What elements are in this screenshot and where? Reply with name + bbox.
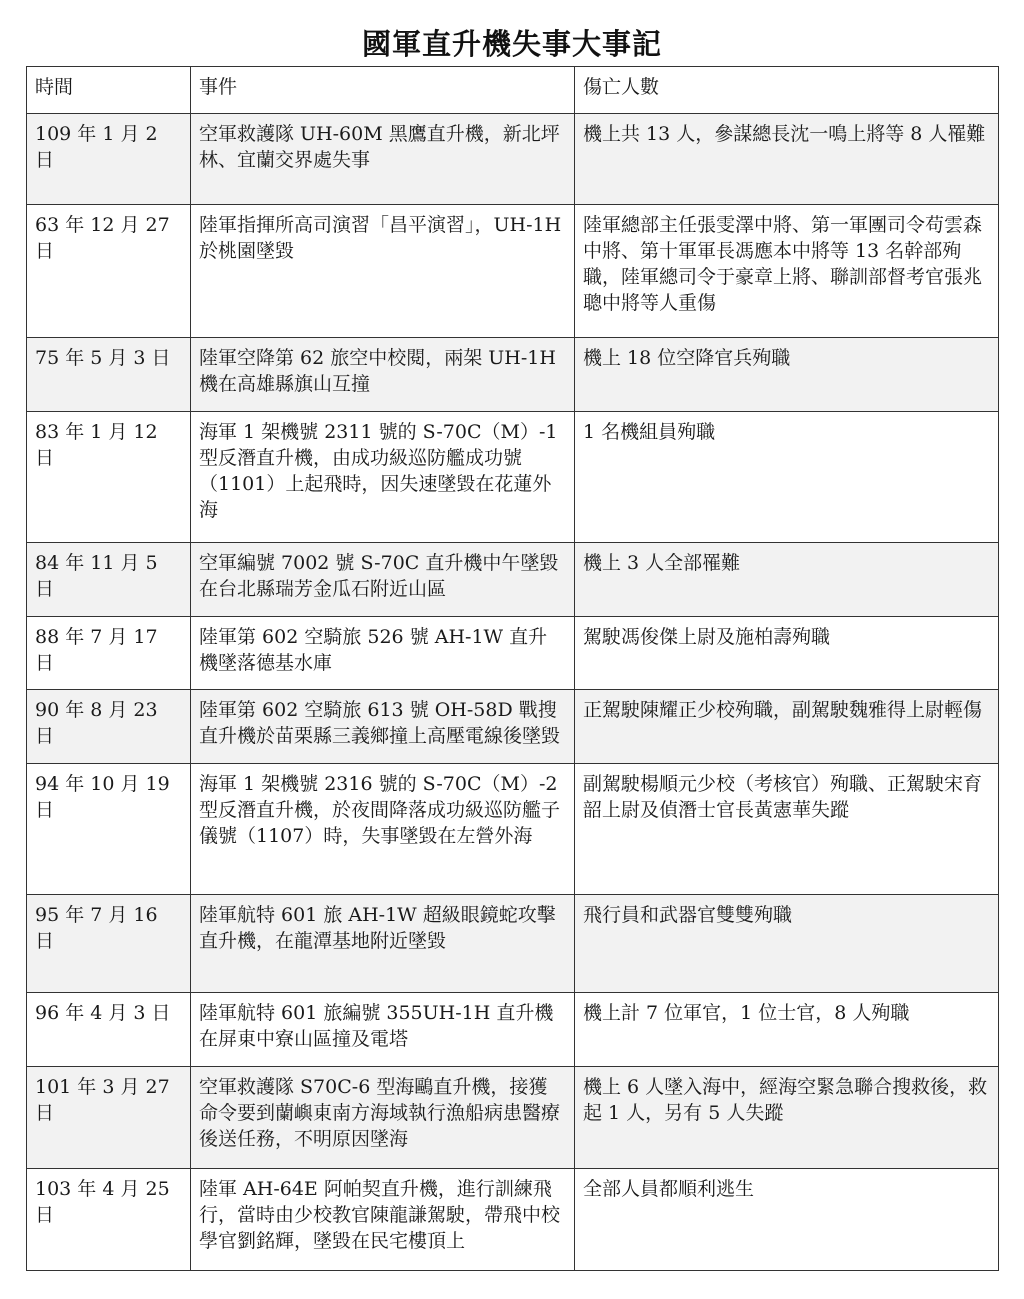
- table-header-row: [27, 67, 999, 114]
- cell-casualties: 正駕駛陳耀正少校殉職，副駕駛魏雅得上尉輕傷: [575, 690, 999, 764]
- cell-casualties: 飛行員和武器官雙雙殉職: [575, 895, 999, 993]
- table-row: [27, 690, 999, 764]
- cell-event: 陸軍第 602 空騎旅 613 號 OH-58D 戰搜直升機於苗栗縣三義鄉撞上高壓電線後墜毀: [191, 690, 575, 764]
- cell-casualties: 駕駛馮俊傑上尉及施柏壽殉職: [575, 617, 999, 690]
- table-row: [27, 205, 999, 338]
- cell-date: 103 年 4 月 25 日: [27, 1169, 191, 1271]
- cell-date: 88 年 7 月 17 日: [27, 617, 191, 690]
- table-row: [27, 895, 999, 993]
- column-header-event: 事件: [191, 67, 575, 114]
- cell-date: 63 年 12 月 27 日: [27, 205, 191, 338]
- cell-casualties: 全部人員都順利逃生: [575, 1169, 999, 1271]
- table-row: [27, 1169, 999, 1271]
- table-row: [27, 412, 999, 543]
- cell-date: 90 年 8 月 23 日: [27, 690, 191, 764]
- cell-date: 109 年 1 月 2 日: [27, 114, 191, 205]
- cell-event: 海軍 1 架機號 2316 號的 S-70C（M）-2 型反潛直升機，於夜間降落成功級巡防艦子儀號（1107）時，失事墜毀在左營外海: [191, 764, 575, 895]
- cell-event: 陸軍空降第 62 旅空中校閱，兩架 UH-1H 機在高雄縣旗山互撞: [191, 338, 575, 412]
- cell-date: 75 年 5 月 3 日: [27, 338, 191, 412]
- cell-casualties: 機上 18 位空降官兵殉職: [575, 338, 999, 412]
- column-header-date: 時間: [27, 67, 191, 114]
- cell-event: 空軍救護隊 UH-60M 黑鷹直升機，新北坪林、宜蘭交界處失事: [191, 114, 575, 205]
- cell-event: 陸軍 AH-64E 阿帕契直升機，進行訓練飛行，當時由少校教官陳龍謙駕駛，帶飛中校學官劉銘輝，墜毀在民宅樓頂上: [191, 1169, 575, 1271]
- cell-date: 83 年 1 月 12 日: [27, 412, 191, 543]
- table-row: [27, 1067, 999, 1169]
- cell-date: 94 年 10 月 19 日: [27, 764, 191, 895]
- accident-table: [26, 66, 999, 1271]
- cell-casualties: 機上 6 人墜入海中，經海空緊急聯合搜救後，救起 1 人，另有 5 人失蹤: [575, 1067, 999, 1169]
- cell-casualties: 副駕駛楊順元少校（考核官）殉職、正駕駛宋育韶上尉及偵潛士官長黃憲華失蹤: [575, 764, 999, 895]
- cell-casualties: 1 名機組員殉職: [575, 412, 999, 543]
- cell-casualties: 機上共 13 人，參謀總長沈一鳴上將等 8 人罹難: [575, 114, 999, 205]
- cell-casualties: 機上 3 人全部罹難: [575, 543, 999, 617]
- table-row: [27, 114, 999, 205]
- table-row: [27, 764, 999, 895]
- cell-date: 84 年 11 月 5 日: [27, 543, 191, 617]
- cell-casualties: 機上計 7 位軍官，1 位士官，8 人殉職: [575, 993, 999, 1067]
- cell-date: 96 年 4 月 3 日: [27, 993, 191, 1067]
- cell-event: 空軍編號 7002 號 S-70C 直升機中午墜毀在台北縣瑞芳金瓜石附近山區: [191, 543, 575, 617]
- cell-date: 95 年 7 月 16 日: [27, 895, 191, 993]
- cell-event: 陸軍航特 601 旅 AH-1W 超級眼鏡蛇攻擊直升機，在龍潭基地附近墜毀: [191, 895, 575, 993]
- cell-event: 陸軍航特 601 旅編號 355UH-1H 直升機在屏東中寮山區撞及電塔: [191, 993, 575, 1067]
- page-title: 國軍直升機失事大事記: [361, 27, 662, 61]
- cell-date: 101 年 3 月 27 日: [27, 1067, 191, 1169]
- cell-event: 空軍救護隊 S70C-6 型海鷗直升機，接獲命令要到蘭嶼東南方海域執行漁船病患醫療後送任務，不明原因墜海: [191, 1067, 575, 1169]
- cell-event: 海軍 1 架機號 2311 號的 S-70C（M）-1 型反潛直升機，由成功級巡防艦成功號（1101）上起飛時，因失速墜毀在花蓮外海: [191, 412, 575, 543]
- cell-event: 陸軍指揮所高司演習「昌平演習」，UH-1H 於桃園墜毀: [191, 205, 575, 338]
- cell-casualties: 陸軍總部主任張雯澤中將、第一軍團司令苟雲森中將、第十軍軍長馮應本中將等 13 名幹部殉職，陸軍總司令于豪章上將、聯訓部督考官張兆聰中將等人重傷: [575, 205, 999, 338]
- cell-event: 陸軍第 602 空騎旅 526 號 AH-1W 直升機墜落德基水庫: [191, 617, 575, 690]
- table-row: [27, 338, 999, 412]
- table-row: [27, 617, 999, 690]
- table-row: [27, 543, 999, 617]
- column-header-casualties: 傷亡人數: [575, 67, 999, 114]
- table-row: [27, 993, 999, 1067]
